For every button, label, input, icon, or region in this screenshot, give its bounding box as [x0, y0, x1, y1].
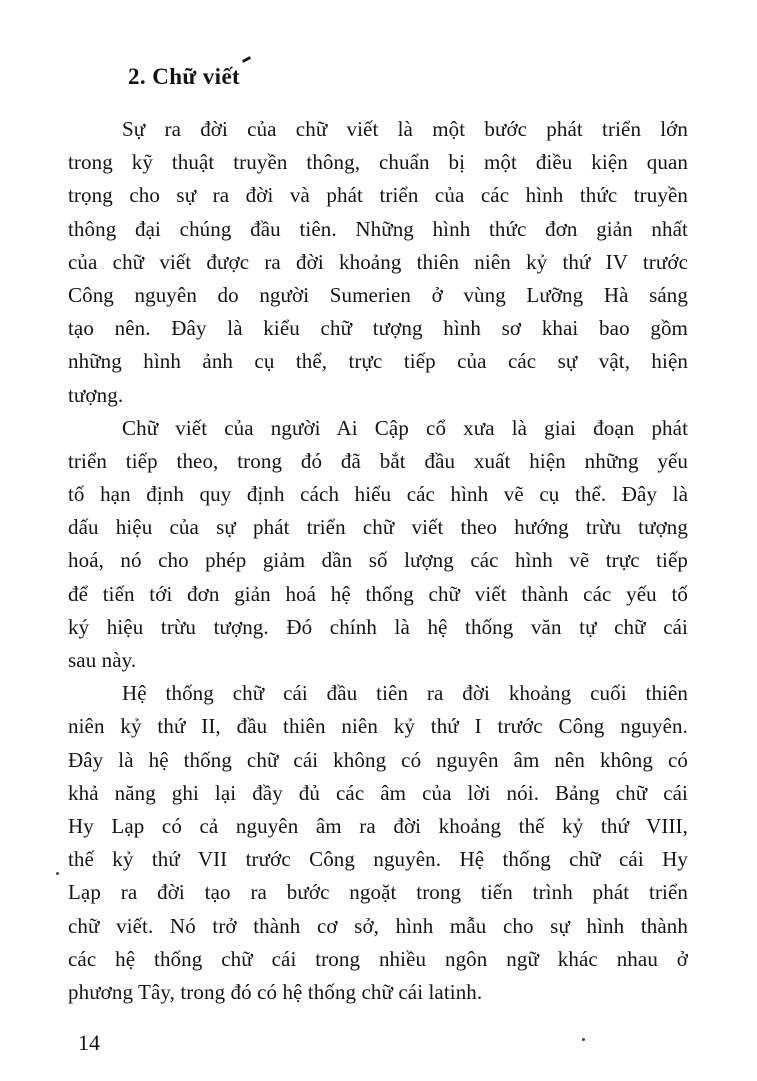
text-line: thông đại chúng đầu tiên. Những hình thức đơn giản nhất [68, 216, 688, 241]
text-line: sau này. [68, 648, 137, 672]
scan-speck [582, 1038, 585, 1041]
text-line: Lạp ra đời tạo ra bước ngoặt trong tiến trình phát triển [68, 880, 688, 905]
text-line: trong kỹ thuật truyền thông, chuẩn bị một điều kiện quan [68, 150, 688, 175]
text-line: niên kỷ thứ II, đầu thiên niên kỷ thứ I trước Công nguyên. [68, 714, 688, 739]
text-line: các hệ thống chữ cái trong nhiều ngôn ngữ khác nhau ở [68, 946, 688, 971]
text-block [68, 60, 688, 1009]
text-line: trọng cho sự ra đời và phát triển của các hình thức truyền [68, 183, 688, 208]
text-line: khả năng ghi lại đầy đủ các âm của lời nói. Bảng chữ cái [68, 780, 688, 805]
text-line: Hy Lạp có cả nguyên âm ra đời khoảng thế kỷ thứ VIII, [68, 813, 688, 838]
text-line: phương Tây, trong đó có hệ thống chữ cái latinh. [68, 979, 483, 1004]
text-line: Hệ thống chữ cái đầu tiên ra đời khoảng cuối thiên [122, 681, 688, 706]
text-line: những hình ảnh cụ thể, trực tiếp của các sự vật, hiện [68, 349, 688, 374]
text-line: dấu hiệu của sự phát triển chữ viết theo hướng trừu tượng [68, 515, 688, 540]
scan-speck [56, 872, 59, 875]
text-line: thế kỷ thứ VII trước Công nguyên. Hệ thống chữ cái Hy [68, 847, 688, 872]
text-line: của chữ viết được ra đời khoảng thiên niên kỷ thứ IV trước [68, 249, 688, 274]
text-line: tạo nên. Đây là kiểu chữ tượng hình sơ khai bao gồm [68, 316, 688, 341]
section-heading: 2. Chữ viết [128, 64, 241, 89]
text-line: để tiến tới đơn giản hoá hệ thống chữ viết thành các yếu tố [68, 581, 688, 606]
text-line: hoá, nó cho phép giảm dần số lượng các hình vẽ trực tiếp [68, 548, 688, 573]
body-text [68, 113, 688, 1009]
page-number: 14 [78, 1030, 100, 1055]
text-line: ký hiệu trừu tượng. Đó chính là hệ thống văn tự chữ cái [68, 614, 688, 639]
text-line: triển tiếp theo, trong đó đã bắt đầu xuất hiện những yếu [68, 448, 688, 473]
text-line: tố hạn định quy định cách hiểu các hình vẽ cụ thể. Đây là [68, 482, 688, 507]
text-line: Sự ra đời của chữ viết là một bước phát triển lớn [122, 117, 688, 141]
text-line: tượng. [68, 382, 124, 407]
text-line: Chữ viết của người Ai Cập cổ xưa là giai đoạn phát [122, 415, 688, 440]
text-line: Đây là hệ thống chữ cái không có nguyên âm nên không có [68, 747, 688, 772]
text-line: chữ viết. Nó trở thành cơ sở, hình mẫu cho sự hình thành [68, 913, 688, 938]
text-line: Công nguyên do người Sumerien ở vùng Lưỡng Hà sáng [68, 282, 688, 307]
